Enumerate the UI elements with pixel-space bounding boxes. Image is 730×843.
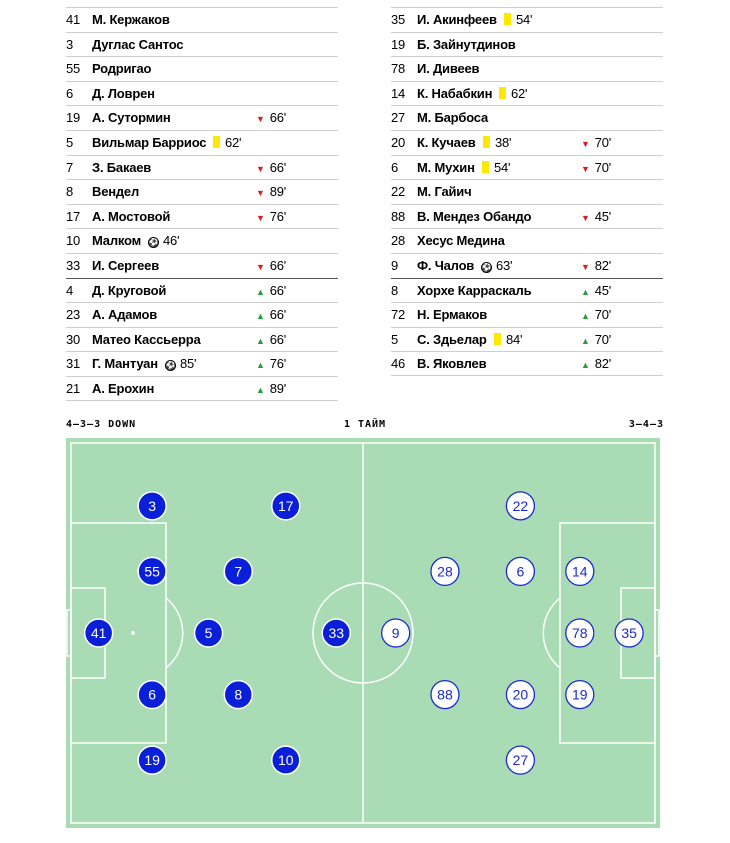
player-name: К. Набабкин	[417, 85, 493, 101]
away-player-marker	[506, 681, 534, 709]
player-name: И. Дивеев	[417, 61, 480, 77]
substitution	[581, 332, 611, 347]
away-player-marker	[566, 619, 594, 647]
home-player-row	[66, 56, 338, 81]
player-number: 9	[391, 257, 399, 273]
away-player-row	[391, 81, 663, 106]
player-number: 41	[66, 12, 81, 27]
sub-on-icon: ▲	[256, 311, 265, 322]
away-player-row	[391, 130, 663, 155]
event-minute: 54'	[516, 12, 533, 27]
substitution	[581, 283, 611, 298]
player-number: 3	[66, 36, 74, 52]
substitution-minute: 66'	[269, 110, 287, 126]
sub-off-icon: ▼	[581, 212, 590, 223]
player-name: Матео Кассьерра	[92, 331, 201, 347]
home-player-row	[66, 155, 338, 180]
player-number: 88	[391, 208, 406, 224]
home-player-row	[66, 7, 338, 32]
player-marker-number: 27	[512, 752, 529, 769]
player-number: 27	[391, 110, 406, 126]
yellow-card-icon	[482, 161, 489, 173]
away-player-row	[391, 278, 663, 303]
player-marker-number: 22	[512, 497, 529, 514]
home-player-row	[66, 204, 338, 229]
event-badge	[481, 258, 512, 273]
yellow-card-icon	[483, 136, 490, 148]
home-player-row	[66, 253, 338, 278]
player-name: М. Барбоса	[417, 110, 488, 126]
player-number: 4	[66, 282, 74, 298]
player-number: 72	[391, 307, 406, 323]
event-minute: 54'	[494, 159, 511, 175]
substitution	[581, 209, 611, 224]
sub-on-icon: ▲	[256, 335, 265, 346]
player-name: Г. Мантуан	[92, 356, 158, 372]
substitution-minute: 66'	[269, 159, 287, 175]
player-number: 28	[391, 233, 406, 249]
pitch	[66, 438, 660, 828]
sub-on-icon: ▲	[581, 335, 590, 346]
player-number: 7	[66, 159, 74, 175]
player-number: 22	[391, 184, 406, 200]
away-player-row	[391, 179, 663, 204]
sub-off-icon: ▼	[581, 261, 590, 272]
away-player-marker	[566, 557, 594, 585]
player-marker-number: 6	[516, 563, 525, 580]
event-badge	[482, 160, 510, 175]
home-player-row	[66, 327, 338, 352]
home-player-marker	[85, 619, 113, 647]
player-name: Вендел	[92, 184, 140, 200]
away-player-marker	[431, 557, 459, 585]
sub-off-icon: ▼	[256, 188, 265, 199]
yellow-card-icon	[213, 136, 220, 148]
player-number: 46	[391, 356, 406, 372]
home-player-row	[66, 81, 338, 106]
event-badge	[213, 135, 241, 150]
event-badge	[483, 135, 511, 150]
player-name: С. Здьелар	[417, 331, 487, 347]
player-name: Дуглас Сантос	[92, 36, 184, 52]
home-player-marker	[224, 681, 252, 709]
home-player-marker	[138, 557, 166, 585]
substitution-minute: 76'	[269, 208, 287, 224]
player-name: В. Мендез Обандо	[417, 208, 532, 224]
event-minute: 85'	[180, 356, 197, 372]
away-player-row	[391, 32, 663, 57]
player-marker-number: 35	[621, 625, 637, 641]
player-name: М. Мухин	[417, 159, 475, 175]
player-number: 5	[391, 331, 399, 347]
player-name: А. Сутормин	[92, 110, 171, 126]
player-marker-number: 55	[144, 563, 160, 580]
substitution	[256, 381, 286, 396]
away-player-row	[391, 105, 663, 130]
substitution-minute: 89'	[269, 184, 287, 200]
substitution-minute: 66'	[269, 331, 287, 347]
player-number: 19	[391, 36, 406, 52]
player-name: А. Ерохин	[92, 380, 155, 396]
substitution-minute: 82'	[594, 257, 612, 273]
player-name: И. Сергеев	[92, 257, 159, 273]
substitution	[256, 160, 286, 175]
away-player-row	[391, 302, 663, 327]
home-player-marker	[138, 492, 166, 520]
away-player-row	[391, 155, 663, 180]
sub-on-icon: ▲	[256, 360, 265, 371]
player-name: Д. Ловрен	[92, 85, 155, 101]
player-marker-number: 3	[148, 497, 157, 514]
player-marker-number: 41	[90, 625, 107, 641]
player-name: И. Акинфеев	[417, 12, 497, 27]
away-player-row	[391, 228, 663, 253]
away-player-row	[391, 253, 663, 278]
home-player-row	[66, 302, 338, 327]
substitution	[256, 209, 286, 224]
home-player-row	[66, 105, 338, 130]
player-name: Ф. Чалов	[417, 257, 475, 273]
home-player-row	[66, 278, 338, 303]
event-minute: 62'	[511, 85, 528, 101]
player-number: 6	[66, 85, 74, 101]
player-number: 21	[66, 380, 81, 396]
player-marker-number: 17	[277, 497, 294, 514]
player-name: Вильмар Барриос	[92, 134, 207, 150]
substitution	[256, 356, 286, 371]
player-marker-number: 33	[328, 625, 345, 641]
player-number: 33	[66, 257, 81, 273]
sub-off-icon: ▼	[256, 261, 265, 272]
home-player-row	[66, 32, 338, 57]
home-player-marker	[138, 681, 166, 709]
substitution	[256, 307, 286, 322]
sub-off-icon: ▼	[256, 163, 265, 174]
player-marker-number: 88	[437, 686, 453, 703]
event-minute: 63'	[496, 257, 513, 273]
substitution	[581, 356, 611, 371]
sub-on-icon: ▲	[256, 286, 265, 297]
home-player-marker	[322, 619, 350, 647]
player-name: Хорхе Карраскаль	[417, 282, 532, 298]
substitution-minute: 70'	[594, 307, 612, 323]
player-number: 30	[66, 331, 81, 347]
goal-icon: ⚽	[148, 238, 159, 248]
home-player-row	[66, 130, 338, 155]
own-goal-icon: ⚽	[481, 262, 492, 272]
player-number: 10	[66, 233, 81, 249]
player-marker-number: 19	[572, 686, 588, 703]
sub-on-icon: ▲	[581, 311, 590, 322]
home-player-row	[66, 179, 338, 204]
player-name: Д. Круговой	[92, 282, 167, 298]
player-number: 19	[66, 110, 81, 126]
player-marker-number: 14	[572, 563, 588, 580]
away-player-row	[391, 351, 663, 376]
player-marker-number: 7	[234, 563, 243, 580]
player-name: З. Бакаев	[92, 159, 152, 175]
player-number: 78	[391, 61, 406, 77]
sub-off-icon: ▼	[581, 163, 590, 174]
substitution-minute: 66'	[269, 257, 287, 273]
home-player-marker	[195, 619, 223, 647]
away-player-row	[391, 204, 663, 229]
substitution-minute: 66'	[269, 282, 287, 298]
home-player-marker	[272, 492, 300, 520]
player-name: Малком	[92, 233, 141, 249]
home-penalty-spot	[131, 631, 135, 635]
player-marker-number: 28	[437, 563, 453, 580]
event-badge	[499, 86, 527, 101]
substitution	[256, 258, 286, 273]
substitution-minute: 45'	[594, 282, 612, 298]
away-player-marker	[566, 681, 594, 709]
away-player-row	[391, 56, 663, 81]
substitution	[256, 283, 286, 298]
substitution	[581, 258, 611, 273]
substitution-minute: 76'	[269, 356, 287, 372]
yellow-card-icon	[504, 13, 511, 25]
substitution-minute: 70'	[594, 134, 612, 150]
away-player-marker	[506, 746, 534, 774]
event-minute: 38'	[495, 134, 512, 150]
home-player-row	[66, 376, 338, 401]
yellow-card-icon	[494, 333, 501, 345]
player-name: А. Адамов	[92, 307, 158, 323]
substitution-minute: 82'	[594, 356, 612, 372]
player-marker-number: 8	[234, 686, 243, 703]
home-player-row	[66, 228, 338, 253]
sub-off-icon: ▼	[256, 212, 265, 223]
player-number: 31	[66, 356, 81, 372]
away-player-marker	[382, 619, 410, 647]
home-player-row	[66, 351, 338, 376]
substitution-minute: 45'	[594, 208, 612, 224]
player-name: Б. Зайнутдинов	[417, 36, 516, 52]
away-player-marker	[506, 557, 534, 585]
event-minute: 62'	[225, 134, 242, 150]
away-player-marker	[506, 492, 534, 520]
home-player-marker	[272, 746, 300, 774]
player-name: Н. Ермаков	[417, 307, 487, 323]
event-badge	[165, 356, 196, 371]
player-name: М. Кержаков	[92, 12, 170, 27]
away-roster	[391, 7, 663, 376]
player-number: 17	[66, 208, 81, 224]
player-name: М. Гайич	[417, 184, 472, 200]
player-number: 8	[391, 282, 399, 298]
half-label: 1 ТАЙМ	[343, 419, 387, 430]
player-marker-number: 6	[148, 686, 157, 703]
yellow-card-icon	[499, 87, 506, 99]
event-badge	[148, 233, 179, 248]
player-number: 23	[66, 307, 81, 323]
sub-on-icon: ▲	[256, 384, 265, 395]
sub-off-icon: ▼	[581, 138, 590, 149]
home-player-marker	[138, 746, 166, 774]
player-name: К. Кучаев	[417, 134, 476, 150]
sub-off-icon: ▼	[256, 114, 265, 125]
player-name: А. Мостовой	[92, 208, 171, 224]
event-minute: 46'	[163, 233, 180, 249]
substitution-minute: 66'	[269, 307, 287, 323]
player-name: В. Яковлев	[417, 356, 487, 372]
player-number: 5	[66, 134, 74, 150]
goal-icon: ⚽	[165, 361, 176, 371]
player-number: 14	[391, 85, 406, 101]
event-badge	[504, 12, 532, 27]
home-player-marker	[224, 557, 252, 585]
substitution-minute: 70'	[594, 159, 612, 175]
away-player-marker	[615, 619, 643, 647]
player-number: 20	[391, 134, 406, 150]
substitution-minute: 70'	[594, 331, 612, 347]
away-formation-label: 3–4–3	[628, 419, 664, 430]
player-marker-number: 20	[512, 686, 529, 703]
home-roster	[66, 7, 338, 401]
player-marker-number: 78	[572, 625, 588, 641]
player-number: 6	[391, 159, 399, 175]
player-number: 35	[391, 12, 406, 27]
player-marker-number: 19	[144, 752, 160, 769]
substitution	[581, 135, 611, 150]
substitution	[581, 307, 611, 322]
away-player-row	[391, 7, 663, 32]
substitution	[256, 110, 286, 125]
sub-on-icon: ▲	[581, 360, 590, 371]
substitution	[581, 160, 611, 175]
player-marker-number: 9	[391, 625, 400, 641]
away-player-row	[391, 327, 663, 352]
player-number: 55	[66, 61, 81, 77]
substitution-minute: 89'	[269, 380, 287, 396]
player-marker-number: 10	[277, 752, 294, 769]
player-number: 8	[66, 184, 74, 200]
event-minute: 84'	[506, 331, 523, 347]
sub-on-icon: ▲	[581, 286, 590, 297]
substitution	[256, 332, 286, 347]
player-marker-number: 5	[204, 625, 213, 641]
player-name: Родригао	[92, 61, 152, 77]
player-name: Хесус Медина	[417, 233, 505, 249]
event-badge	[494, 332, 522, 347]
substitution	[256, 184, 286, 199]
away-player-marker	[431, 681, 459, 709]
home-formation-label: 4–3–3 DOWN	[66, 419, 137, 430]
